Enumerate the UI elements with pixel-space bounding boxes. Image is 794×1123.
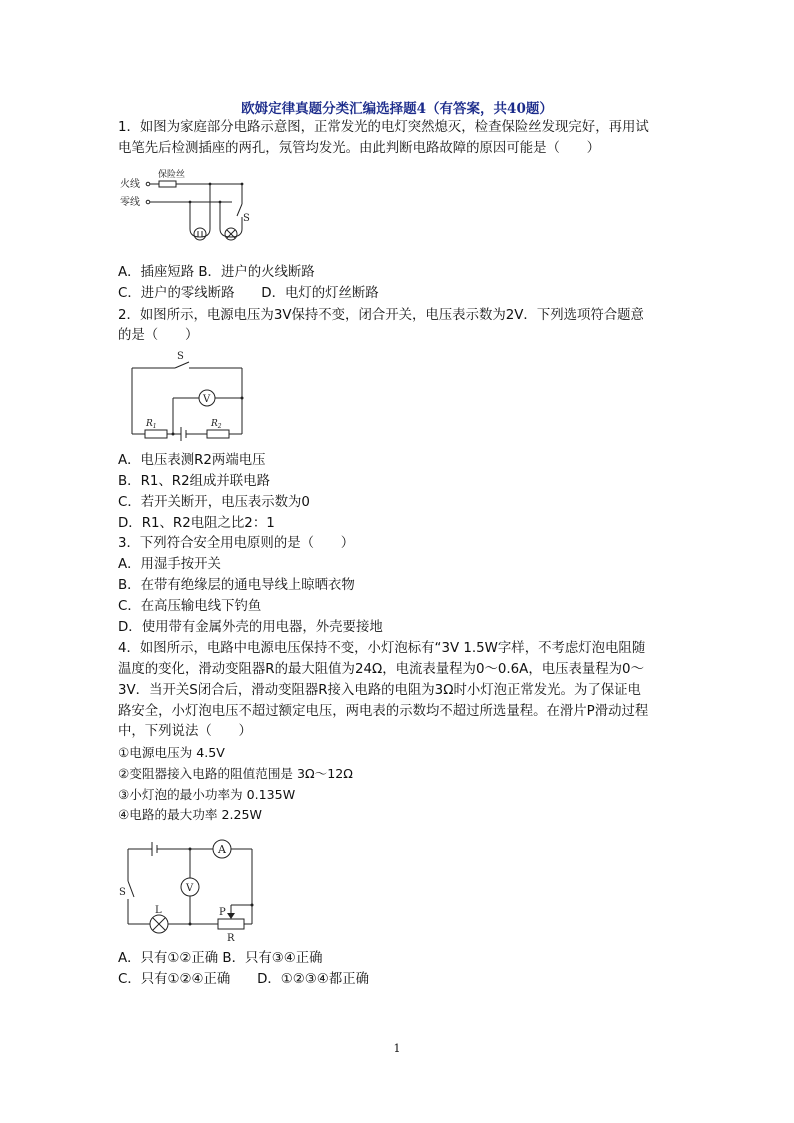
q4-rheostat bbox=[218, 919, 244, 929]
q1-neutral-line-label: 零线 bbox=[120, 197, 140, 208]
q4-stem-line-2: 温度的变化，滑动变阻器R的最大阻值为24Ω，电流表量程为0～0.6A，电压表量程为0～ bbox=[118, 662, 644, 677]
page-number: 1 bbox=[393, 1042, 401, 1055]
q4-switch-label: S bbox=[119, 887, 126, 898]
q3-option-b: B．在带有绝缘层的通电导线上晾晒衣物 bbox=[118, 578, 355, 593]
q2-switch-label: S bbox=[177, 351, 184, 362]
q2-r1-label: $R_1$ bbox=[146, 419, 157, 430]
q2-r2-label: $R_2$ bbox=[211, 419, 222, 430]
q4-stem-line-3: 3V．当开关S闭合后，滑动变阻器R接入电路的电阻为3Ω时小灯泡正常发光。为了保证电 bbox=[118, 683, 641, 698]
q2-stem-line-2: 的是（ ） bbox=[118, 328, 199, 343]
q2-option-d: D．R1、R2电阻之比2：1 bbox=[118, 516, 275, 531]
q1-stem-line-1: 1．如图为家庭部分电路示意图，正常发光的电灯突然熄灭，检查保险丝发现完好，再用试 bbox=[118, 120, 649, 135]
q1-household-circuit-figure bbox=[118, 166, 258, 248]
q1-socket bbox=[194, 228, 206, 240]
q4-options-line-2: C．只有①②④正确 D．①②③④都正确 bbox=[118, 972, 369, 987]
q1-stem-line-2: 电笔先后检测插座的两孔，氖管均发光。由此判断电路故障的原因可能是（ ） bbox=[118, 141, 601, 156]
q2-voltmeter-label: V bbox=[203, 394, 211, 405]
q3-option-d: D．使用带有金属外壳的用电器，外壳要接地 bbox=[118, 620, 383, 635]
q4-statement-1: ①电源电压为 4.5V bbox=[118, 745, 225, 760]
document-title: 欧姆定律真题分类汇编选择题4（有答案，共40题） bbox=[241, 101, 553, 117]
q1-options-line-1: A．插座短路 B．进户的火线断路 bbox=[118, 265, 315, 280]
q2-option-b: B．R1、R2组成并联电路 bbox=[118, 474, 270, 489]
q4-rheostat-circuit-figure bbox=[118, 835, 260, 945]
q1-fuse bbox=[159, 181, 176, 187]
q1-neutral-terminal bbox=[146, 200, 150, 204]
q4-switch bbox=[128, 881, 134, 897]
q4-statement-3: ③小灯泡的最小功率为 0.135W bbox=[118, 787, 296, 802]
q2-stem-line-1: 2．如图所示，电源电压为3V保持不变，闭合开关，电压表示数为2V．下列选项符合题意 bbox=[118, 308, 644, 323]
q3-option-c: C．在高压输电线下钓鱼 bbox=[118, 599, 262, 614]
q3-option-a: A．用湿手按开关 bbox=[118, 557, 221, 572]
q4-statement-2: ②变阻器接入电路的阻值范围是 3Ω～12Ω bbox=[118, 766, 353, 781]
q1-fire-terminal bbox=[146, 182, 150, 186]
q1-fire-line-label: 火线 bbox=[120, 179, 140, 190]
q2-resistor-r1 bbox=[145, 430, 167, 438]
q1-fuse-label: 保险丝 bbox=[158, 170, 186, 180]
q4-statement-4: ④电路的最大功率 2.25W bbox=[118, 807, 262, 822]
q4-ammeter-label: A bbox=[218, 843, 226, 856]
q4-options-line-1: A．只有①②正确 B．只有③④正确 bbox=[118, 951, 323, 966]
q1-switch bbox=[237, 204, 242, 216]
q2-option-a: A．电压表测R2两端电压 bbox=[118, 453, 266, 468]
q2-switch bbox=[175, 362, 189, 368]
q4-stem-line-1: 4．如图所示，电路中电源电压保持不变，小灯泡标有“3V 1.5W字样，不考虑灯泡电阻随 bbox=[118, 641, 646, 656]
q3-stem: 3．下列符合安全用电原则的是（ ） bbox=[118, 536, 355, 551]
q4-rheostat-label: R bbox=[227, 933, 235, 944]
q1-options-line-2: C．进户的零线断路 D．电灯的灯丝断路 bbox=[118, 286, 379, 301]
q2-resistor-r2 bbox=[207, 430, 229, 438]
q2-option-c: C．若开关断开，电压表示数为0 bbox=[118, 495, 310, 510]
q4-voltmeter-label: V bbox=[186, 883, 194, 894]
q4-stem-line-4: 路安全，小灯泡电压不超过额定电压，两电表的示数均不超过所选量程。在滑片P滑动过程 bbox=[118, 704, 649, 719]
q2-series-circuit-figure bbox=[125, 348, 250, 444]
q1-switch-label: S bbox=[243, 213, 250, 224]
q4-slider-label: P bbox=[219, 907, 226, 918]
q4-stem-line-5: 中，下列说法（ ） bbox=[118, 724, 252, 739]
q4-lamp-label: L bbox=[155, 905, 162, 916]
